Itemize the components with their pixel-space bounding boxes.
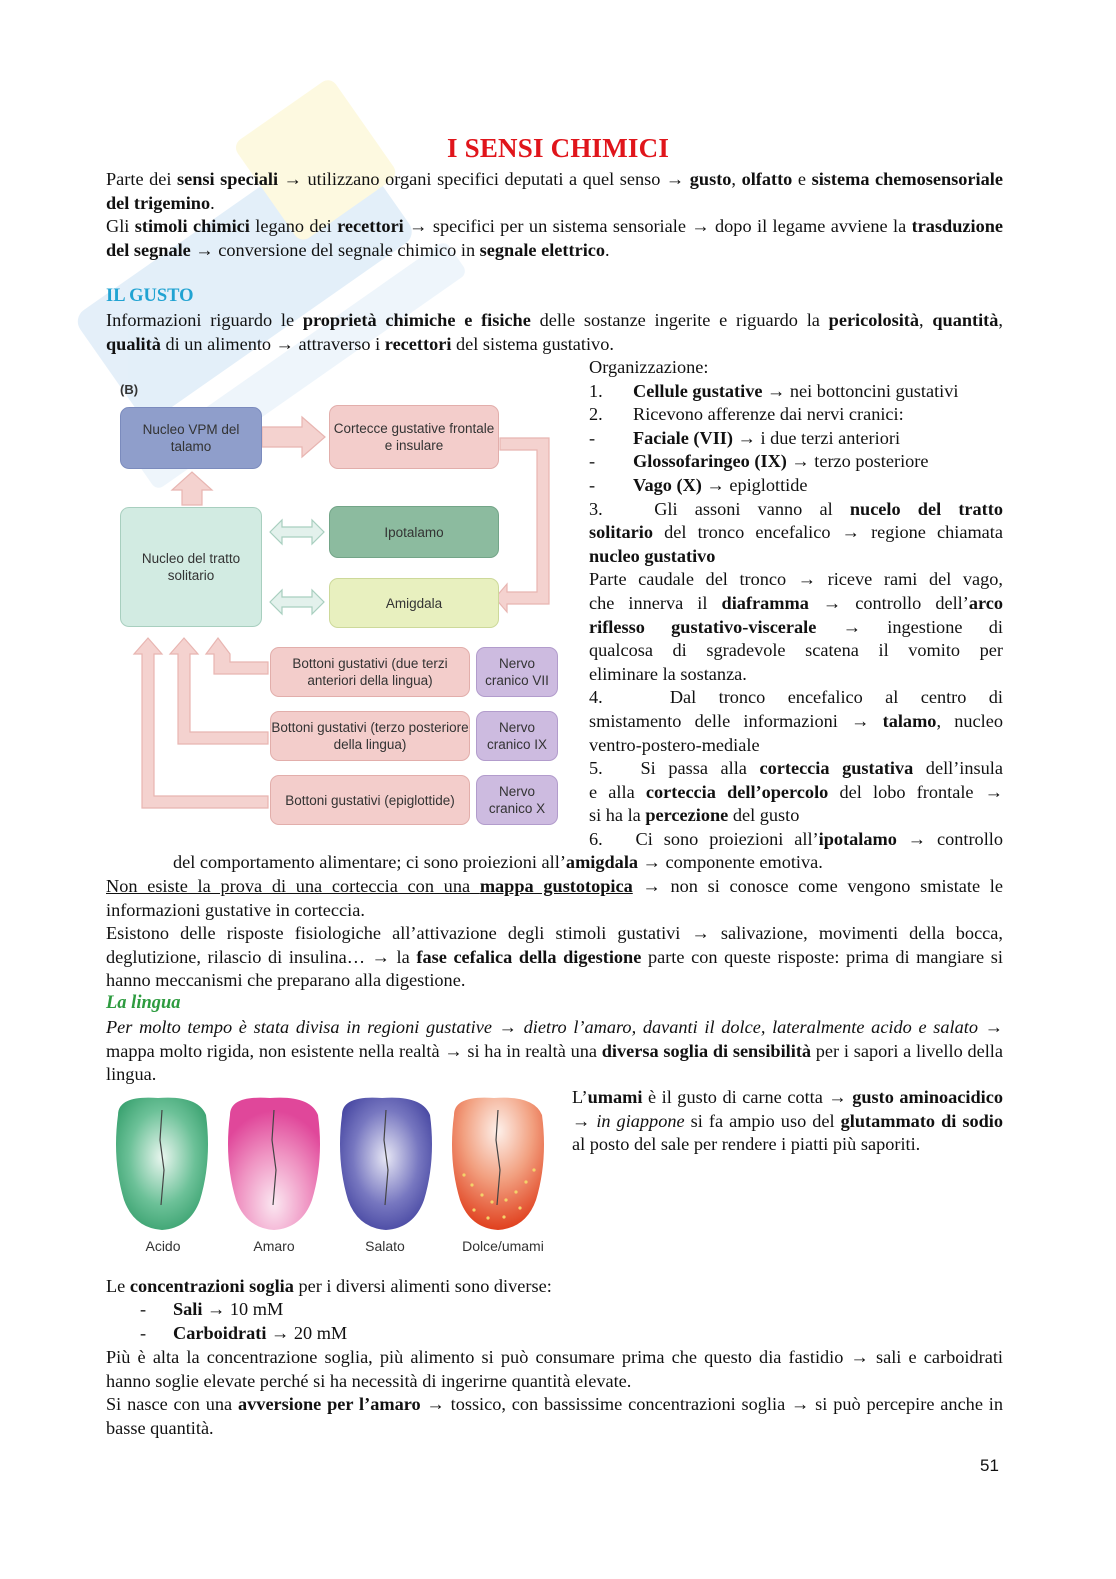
org-sub-glossofaringeo: - Glossofaringeo (IX) → terzo posteriore <box>589 451 929 472</box>
tongue-dolce-umami <box>452 1098 544 1230</box>
org-item-4: 4. Dal tronco encefalico al centro di <box>589 687 1003 708</box>
tongue-label-acido: Acido <box>145 1238 181 1254</box>
tongue-label-dolce-umami: Dolce/umami <box>462 1238 544 1254</box>
tongue-acido <box>116 1098 208 1230</box>
threshold-item-carboidrati: - Carboidrati → 20 mM <box>140 1323 348 1343</box>
arrow-nts-amygdala <box>270 590 324 614</box>
page-number: 51 <box>980 1456 999 1475</box>
arrow-cortex-to-amygdala <box>495 438 549 612</box>
tongue-sensitivity-figure <box>108 1090 553 1260</box>
organization-list: Organizzazione: 1. Cellule gustative → nei bottoncini gustativi 2. Ricevono afferenze dai nervi cranici: - Faciale (VII) → i due terzi anteriori - Glossofaringeo (IX) → terzo posteriore - Vago (X) → epiglottide 3. Gli assoni vanno al nucelo del tratto solitario del tronco encefalico → regione chiamata nucleo gustativo Parte caudale del tronco → riceve rami del vago, che innerva il diaframma → controllo dell’arco riflesso gustativo-viscerale → ingestione di qualcosa di sgradevole scatena il vomito per eliminare la sostanza. 4. Dal tronco encefalico al centro di smistamento delle informazioni → talamo, nucleo ventro-postero-mediale 5. Si passa alla corteccia gustativa dell’insula e alla corteccia dell’opercolo del lobo frontale → si ha la percezione del gusto 6. Ci sono proiezioni all’ipotalamo → controllo <box>589 356 1003 851</box>
tongue-label-salato: Salato <box>365 1238 405 1254</box>
diagram-label: (B) <box>120 382 139 397</box>
org-item-1: 1. Cellule gustative → nei bottoncini gustativi <box>589 380 959 401</box>
gusto-paragraph: Informazioni riguardo le proprietà chimiche e fisiche delle sostanze ingerite e riguardo la pericolosità, quantità, qualità di un alimento → attraverso i recettori del sistema gustativo. <box>106 310 1003 354</box>
threshold-paragraph: Più è alta la concentrazione soglia, più alimento si può consumare prima che questo dia fastidio → sali e carboidrati hanno soglie elevate perché si ha necessità di ingerirne quantità elevate. <box>106 1347 1003 1391</box>
arrow-vpm-to-cortex <box>262 417 325 457</box>
tongue-illustrations <box>108 1090 553 1240</box>
box-bottoni-anteriori: Bottoni gustativi (due terzi anteriori della lingua) <box>270 647 470 697</box>
taste-pathway-diagram <box>112 372 567 827</box>
org-item-6: 6. Ci sono proiezioni all’ipotalamo → controllo <box>589 828 1003 849</box>
org-sub-vago: - Vago (X) → epiglottide <box>589 474 808 495</box>
arrow-vii-to-nts <box>206 638 268 674</box>
tongue-salato <box>340 1098 432 1230</box>
org-item-3: 3. Gli assoni vanno al nucelo del tratto <box>589 498 1003 519</box>
bitter-aversion-paragraph: Si nasce con una avversione per l’amaro → tossico, con bassissime concentrazioni soglia → si può percepire anche in basse quantità. <box>106 1394 1003 1438</box>
org-caudale: Parte caudale del tronco → riceve rami del vago, <box>589 569 1003 590</box>
box-ipotalamo: Ipotalamo <box>329 506 499 558</box>
tongue-amaro <box>228 1098 320 1230</box>
section-heading-gusto: IL GUSTO <box>106 286 194 306</box>
org-item-6-continued: del comportamento alimentare; ci sono proiezioni all’amigdala → componente emotiva. <box>173 852 823 872</box>
tongue-label-amaro: Amaro <box>253 1238 295 1254</box>
box-nervo-ix: Nervo cranico IX <box>476 711 558 761</box>
box-nervo-x: Nervo cranico X <box>476 775 558 825</box>
arrow-nts-to-vpm <box>172 472 212 505</box>
org-item-2: 2. Ricevono afferenze dai nervi cranici: <box>589 404 904 425</box>
lingua-paragraph: Per molto tempo è stata divisa in regioni gustative → dietro l’amaro, davanti il dolce, lateralmente acido e salato → mappa molto rigida, non esistente nella realtà → si ha in realtà una diversa soglia di sensibilità per i sapori a livello della lingua. <box>106 1017 1003 1085</box>
org-title: Organizzazione: <box>589 357 709 377</box>
org-item-5: 5. Si passa alla corteccia gustativa dell’insula <box>589 758 1003 779</box>
gustotopic-paragraph: Non esiste la prova di una corteccia con una mappa gustotopica → non si conosce come vengono smistate le informazioni gustative in corteccia. <box>106 876 1003 920</box>
threshold-intro: Le concentrazioni soglia per i diversi alimenti sono diverse: <box>106 1276 552 1296</box>
box-bottoni-posteriori: Bottoni gustativi (terzo posteriore della lingua) <box>270 711 470 761</box>
arrow-nts-hypothalamus <box>270 520 324 544</box>
threshold-item-sali: - Sali → 10 mM <box>140 1299 284 1319</box>
umami-paragraph: L’umami è il gusto di carne cotta → gusto aminoacidico → in giappone si fa ampio uso del glutammato di sodio al posto del sale per rendere i piatti più saporiti. <box>572 1087 1003 1155</box>
box-nervo-vii: Nervo cranico VII <box>476 647 558 697</box>
box-cortecce-gustative: Cortecce gustative frontale e insulare <box>329 405 499 469</box>
intro-paragraph-2: Gli stimoli chimici legano dei recettori → specifici per un sistema sensoriale → dopo il legame avviene la trasduzione del segnale → conversione del segnale chimico in segnale elettrico. <box>106 216 1003 260</box>
page-title: I SENSI CHIMICI <box>446 133 670 163</box>
box-nucleo-tratto-solitario: Nucleo del tratto solitario <box>120 507 262 627</box>
section-heading-lingua: La lingua <box>106 993 181 1013</box>
intro-paragraph-1: Parte dei sensi speciali → utilizzano organi specifici deputati a quel senso → gusto, olfatto e sistema chemosensoriale del trigemino. <box>106 169 1003 213</box>
cephalic-phase-paragraph: Esistono delle risposte fisiologiche all’attivazione degli stimoli gustativi → salivazione, movimenti della bocca, deglutizione, rilascio di insulina… → la fase cefalica della digestione parte con queste risposte: prima di mangiare si hanno meccanismi che preparano alla digestione. <box>106 923 1003 991</box>
box-vpm-talamo: Nucleo VPM del talamo <box>120 407 262 469</box>
box-amigdala: Amigdala <box>329 578 499 628</box>
org-sub-faciale: - Faciale (VII) → i due terzi anteriori <box>589 427 901 448</box>
box-bottoni-epiglottide: Bottoni gustativi (epiglottide) <box>270 775 470 825</box>
